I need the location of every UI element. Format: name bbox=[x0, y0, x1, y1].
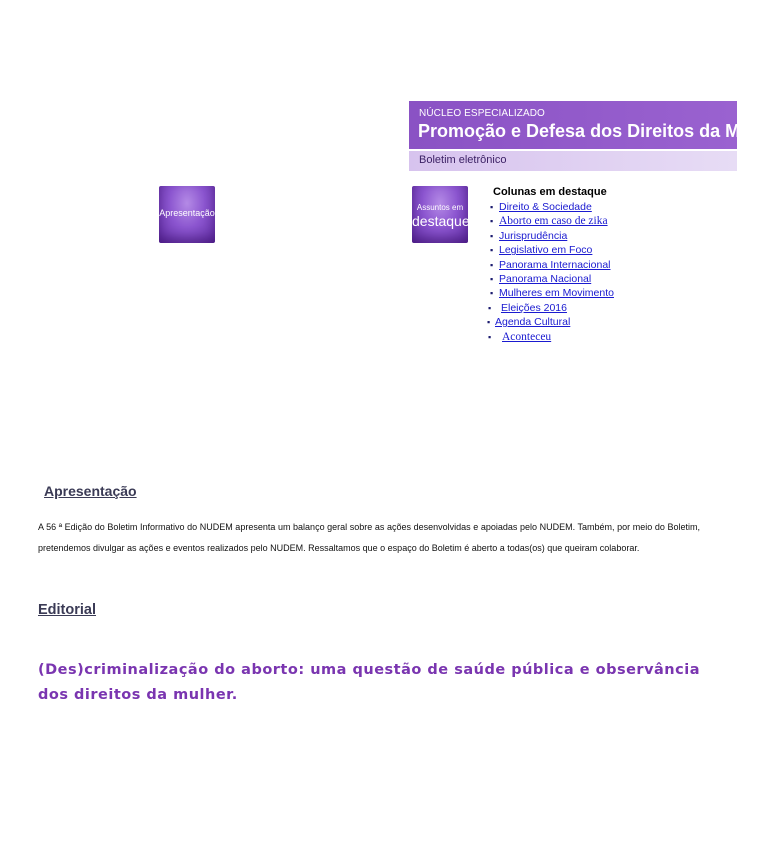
list-item bbox=[487, 243, 614, 257]
assuntos-destaque-tile-button[interactable] bbox=[412, 186, 468, 243]
list-item bbox=[487, 214, 614, 228]
bullet-icon: ▪ bbox=[490, 288, 494, 299]
link-legislativo-foco[interactable]: Legislativo em Foco bbox=[499, 244, 593, 257]
banner-subtitle: Boletim eletrônico bbox=[419, 154, 507, 166]
bullet-icon: ▪ bbox=[490, 245, 494, 256]
list-item bbox=[487, 200, 614, 214]
bullet-icon: ▪ bbox=[488, 331, 492, 342]
banner-org-label: NÚCLEO ESPECIALIZADO bbox=[419, 108, 545, 119]
list-item bbox=[487, 330, 614, 344]
link-agenda-cultural[interactable]: Agenda Cultural bbox=[495, 316, 571, 329]
bullet-icon: ▪ bbox=[490, 273, 494, 284]
link-mulheres-movimento[interactable]: Mulheres em Movimento bbox=[499, 287, 614, 300]
banner-title: Promoção e Defesa dos Direitos da Mulher bbox=[418, 121, 784, 141]
list-item bbox=[487, 315, 614, 329]
bullet-icon: ▪ bbox=[490, 216, 494, 227]
list-item bbox=[487, 301, 614, 315]
editorial-heading: Editorial bbox=[38, 602, 97, 618]
list-item bbox=[487, 229, 614, 243]
link-panorama-internacional[interactable]: Panorama Internacional bbox=[499, 258, 611, 271]
featured-columns-list bbox=[487, 200, 614, 344]
bullet-icon: ▪ bbox=[490, 259, 494, 270]
link-direito-sociedade[interactable]: Direito & Sociedade bbox=[499, 201, 592, 213]
apresentacao-heading: Apresentação bbox=[44, 483, 137, 499]
bullet-icon: ▪ bbox=[487, 317, 491, 328]
list-item bbox=[487, 272, 614, 286]
assuntos-tile-label-line2: destaque bbox=[412, 213, 470, 229]
editorial-headline: (Des)criminalização do aborto: uma questão de saúde pública e observância dos direitos da mulher. bbox=[38, 662, 700, 703]
link-panorama-nacional[interactable]: Panorama Nacional bbox=[499, 272, 592, 285]
link-aborto-zika[interactable]: Aborto em caso de zika bbox=[499, 215, 608, 228]
apresentacao-tile-button[interactable] bbox=[159, 186, 215, 243]
link-aconteceu[interactable]: Aconteceu bbox=[502, 330, 552, 343]
newsletter-banner bbox=[409, 101, 784, 170]
link-eleicoes-2016[interactable]: Eleições 2016 bbox=[501, 301, 567, 314]
assuntos-tile-label-line1: Assuntos em bbox=[416, 203, 464, 212]
list-item bbox=[487, 258, 614, 272]
featured-columns-title: Colunas em destaque bbox=[493, 186, 607, 198]
apresentacao-paragraph: A 56 ª Edição do Boletim Informativo do NUDEM apresenta um balanço geral sobre as ações desenvolvidas e apoiadas pelo NUDEM. Também, por meio do Boletim, pretendemos divulgar as ações e eventos realizados pelo NUDEM. Ressaltamos que o espaço do Boletim é aberto a todas(os) que queiram colaborar. bbox=[38, 522, 700, 553]
link-jurisprudencia[interactable]: Jurisprudência bbox=[499, 229, 568, 242]
apresentacao-tile-label: Apresentação bbox=[159, 208, 215, 218]
list-item bbox=[487, 286, 614, 300]
banner-title-bar bbox=[409, 101, 784, 149]
bullet-icon: ▪ bbox=[490, 230, 494, 241]
banner-subtitle-bar bbox=[409, 151, 737, 171]
bullet-icon: ▪ bbox=[488, 302, 492, 313]
bullet-icon: ▪ bbox=[490, 202, 494, 212]
